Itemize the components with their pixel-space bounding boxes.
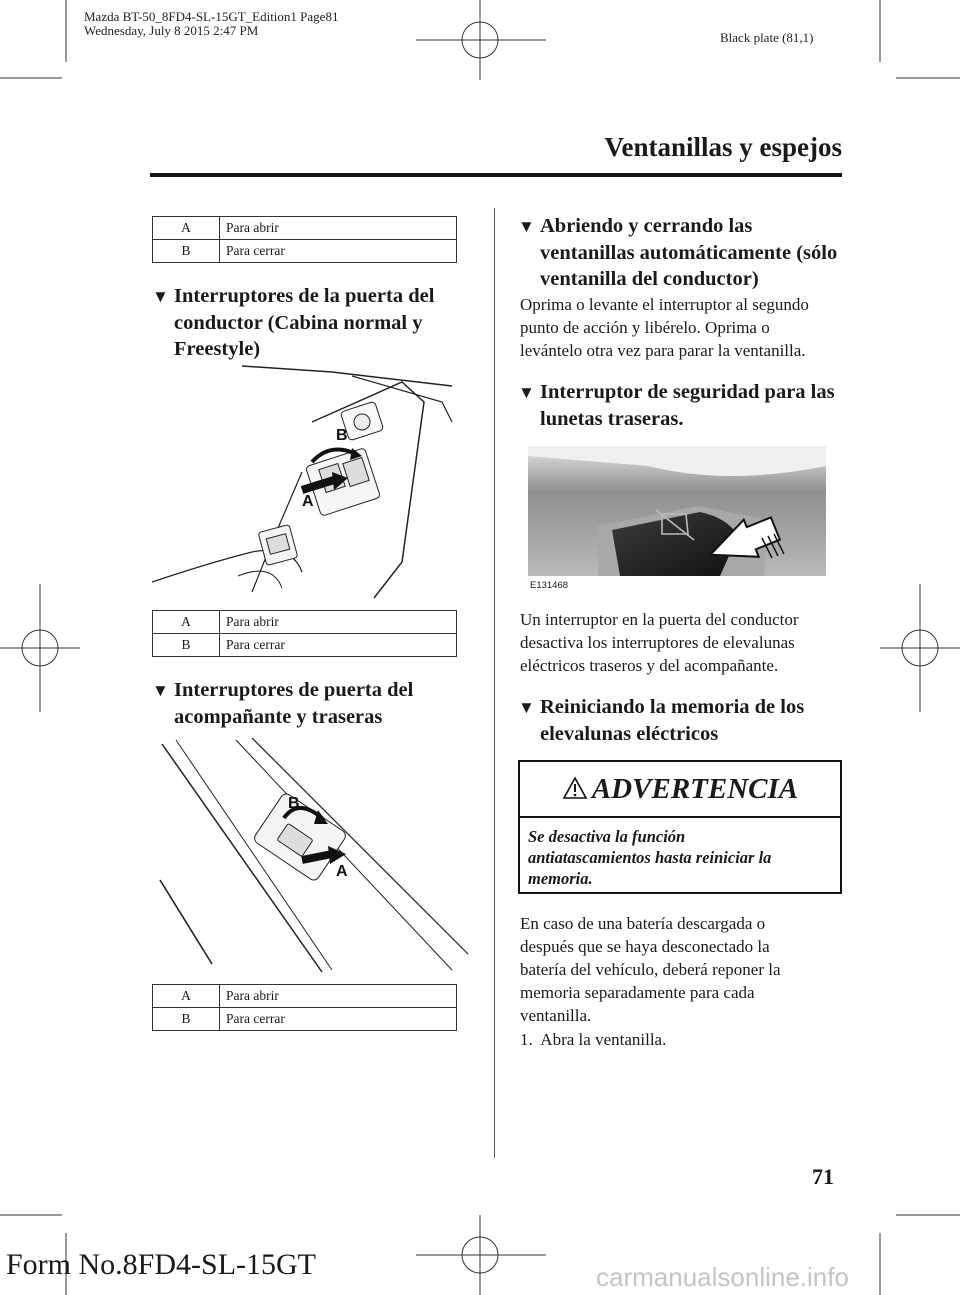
legend-table-bottom (152, 984, 457, 1031)
section-title-driver-door: ▼ Interruptores de la puerta del conductor (Cabina normal y Freestyle) (152, 285, 435, 360)
legend-key: A (153, 611, 220, 634)
down-triangle-icon: ▼ (518, 698, 535, 717)
print-meta-line2: Wednesday, July 8 2015 2:47 PM (84, 23, 259, 38)
column-divider (494, 208, 495, 1158)
warning-box (518, 760, 842, 894)
figure-label-a: A (336, 863, 348, 880)
figure-label-b: B (288, 795, 300, 812)
auto-window-paragraph: Oprima o levante el interruptor al segundo punto de acción y libérelo. Oprima o levántelo otra vez para parar la ventanilla. (520, 295, 809, 360)
legend-key: A (153, 217, 220, 240)
figure-label-b: B (336, 427, 348, 444)
section-title-passenger-doors: ▼ Interruptores de puerta del acompañante y traseras (152, 679, 414, 728)
page-number: 71 (812, 1164, 834, 1189)
table-row (153, 634, 457, 657)
legend-value: Para abrir (220, 985, 457, 1008)
legend-key: B (153, 1008, 220, 1031)
safety-switch-paragraph: Un interruptor en la puerta del conductor desactiva los interruptores de elevalunas eléctricos traseros y del acompañante. (520, 610, 799, 675)
legend-value: Para abrir (220, 217, 457, 240)
legend-key: B (153, 240, 220, 263)
figure-label-a: A (302, 493, 314, 510)
section-title-memory-reset: ▼ Reiniciando la memoria de los elevalunas eléctricos (518, 696, 805, 745)
table-row (153, 985, 457, 1008)
running-head-title: Ventanillas y espejos (604, 132, 842, 162)
legend-value: Para abrir (220, 611, 457, 634)
battery-paragraph: En caso de una batería descargada o después que se haya desconectado la batería del vehículo, deberá reponer la memoria separadamente para cada ventanilla. (520, 914, 781, 1025)
table-row (153, 1008, 457, 1031)
watermark: carmanualsonline.info (596, 1262, 849, 1292)
table-row (153, 217, 457, 240)
print-meta-line1: Mazda BT-50_8FD4-SL-15GT_Edition1 Page81 (84, 9, 339, 24)
passenger-door-switch-illustration (152, 734, 472, 974)
down-triangle-icon: ▼ (518, 383, 535, 402)
section-title-safety-switch: ▼ Interruptor de seguridad para las lunetas traseras. (518, 381, 835, 430)
legend-value: Para cerrar (220, 240, 457, 263)
black-plate-label: Black plate (81,1) (720, 30, 814, 45)
form-number: Form No.8FD4-SL-15GT (6, 1248, 317, 1281)
window-lock-switch-photo (528, 446, 826, 576)
table-row (153, 611, 457, 634)
legend-value: Para cerrar (220, 1008, 457, 1031)
header-rule (150, 173, 842, 177)
down-triangle-icon: ▼ (518, 217, 535, 236)
photo-code-label: E131468 (530, 580, 569, 591)
legend-table-mid (152, 610, 457, 657)
legend-table-top (152, 216, 457, 263)
step-1: 1. Abra la ventanilla. (520, 1030, 667, 1049)
print-metadata (84, 10, 338, 38)
section-title-auto-window: ▼ Abriendo y cerrando las ventanillas automáticamente (sólo ventanilla del conductor) (518, 215, 838, 290)
driver-door-switch-illustration (152, 362, 472, 602)
table-row (153, 240, 457, 263)
legend-key: B (153, 634, 220, 657)
legend-value: Para cerrar (220, 634, 457, 657)
warning-triangle-icon (562, 776, 588, 800)
warning-heading: ADVERTENCIA (520, 762, 840, 818)
down-triangle-icon: ▼ (152, 287, 169, 306)
down-triangle-icon: ▼ (152, 681, 169, 700)
warning-text: Se desactiva la función antiatascamientos hasta reiniciar la memoria. (528, 827, 772, 888)
legend-key: A (153, 985, 220, 1008)
